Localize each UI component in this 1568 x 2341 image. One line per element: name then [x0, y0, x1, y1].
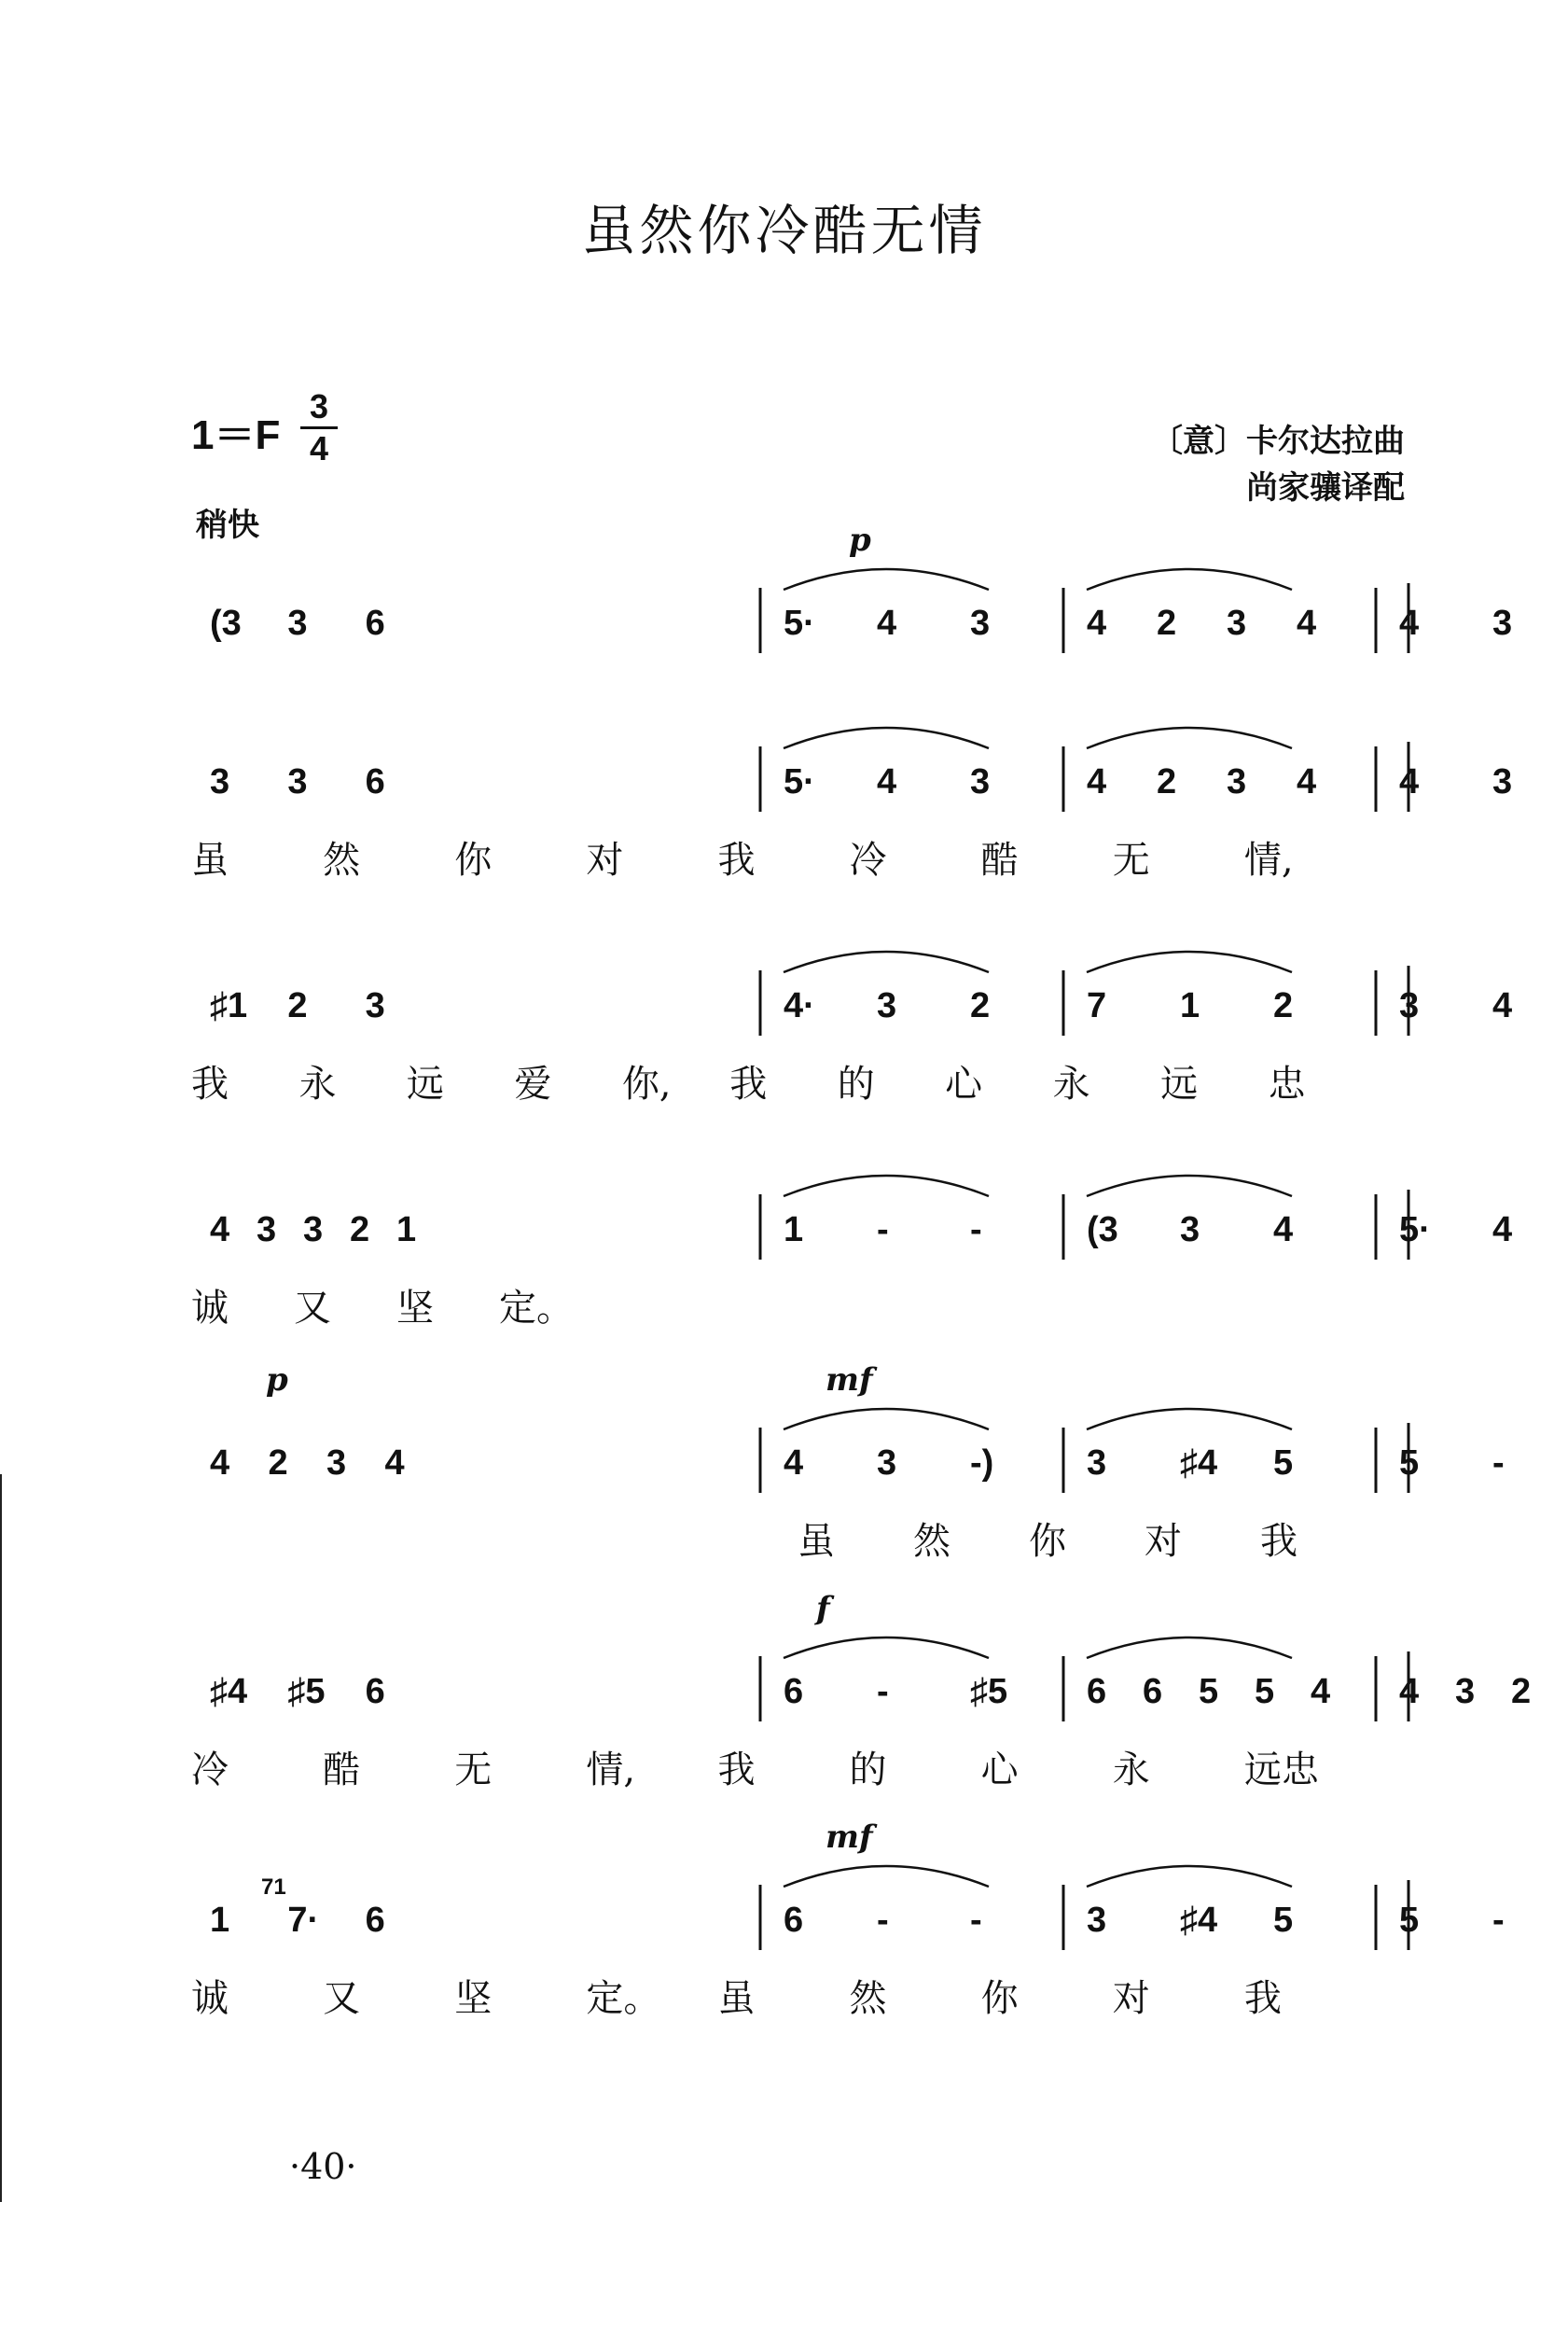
lyric-syllable: 你 — [1029, 1520, 1066, 1563]
slur — [784, 1409, 989, 1429]
note: 4 — [1399, 604, 1420, 643]
score-line — [182, 1818, 1505, 2025]
lyric-syllable: 虽 — [717, 1977, 756, 2020]
lyric-syllable: 情, — [586, 1749, 636, 1791]
note: 3 — [1399, 986, 1420, 1025]
note: ♯4 — [1180, 1443, 1218, 1483]
score-line-svg — [182, 1818, 1505, 2043]
note: 3 — [1492, 604, 1513, 643]
note: - — [970, 1901, 982, 1940]
page-number: ·40· — [289, 2146, 357, 2187]
note: 3 — [365, 986, 385, 1025]
time-signature-bottom: 4 — [309, 429, 329, 467]
lyric-syllable: 我 — [717, 839, 756, 882]
note: 4 — [1399, 762, 1420, 801]
note: ♯1 — [210, 986, 248, 1025]
lyric-syllable: 我 — [1260, 1520, 1297, 1563]
note: 2 — [287, 986, 308, 1025]
note: - — [1492, 1901, 1505, 1940]
note: 4 — [1087, 604, 1107, 643]
note: 4 — [877, 762, 897, 801]
note: 6 — [1087, 1672, 1107, 1711]
note: 1 — [1180, 986, 1200, 1025]
slur — [1087, 952, 1292, 972]
lyric-syllable: 的 — [849, 1749, 887, 1791]
note: 3 — [210, 762, 230, 801]
page-edge-line — [0, 1474, 2, 2202]
lyric-syllable: 我 — [1243, 1977, 1282, 2020]
lyric-syllable: 酷 — [980, 839, 1019, 882]
note: 3 — [1227, 604, 1247, 643]
note: -) — [970, 1443, 994, 1483]
note: 3 — [1087, 1901, 1107, 1940]
note: 6 — [784, 1672, 804, 1711]
score-line — [182, 1166, 1513, 1334]
lyric-syllable: 虽 — [191, 839, 229, 882]
note: 6 — [365, 1672, 385, 1711]
dynamic-marking: p — [849, 522, 871, 559]
note: 4 — [1311, 1672, 1331, 1711]
score-line — [182, 1590, 1532, 1796]
note: 4 — [384, 1443, 405, 1483]
note: - — [877, 1901, 889, 1940]
lyric-syllable: 冷 — [191, 1749, 229, 1791]
lyric-syllable: 诚 — [191, 1287, 229, 1330]
note: 1 — [210, 1901, 230, 1940]
score-line-svg — [182, 1361, 1505, 1586]
lyric-syllable: 我 — [717, 1749, 756, 1791]
slur — [784, 569, 989, 590]
lyric-syllable: 心 — [945, 1063, 983, 1106]
score-line-svg — [182, 942, 1513, 1129]
translator-credit: 尚家骧译配 — [1246, 469, 1405, 507]
lyric-syllable: 你 — [454, 839, 493, 882]
note: 6 — [784, 1901, 804, 1940]
lyric-syllable: 忠 — [1268, 1063, 1306, 1106]
note: 4 — [1273, 1210, 1294, 1249]
note: 5 — [1399, 1443, 1420, 1483]
note: 3 — [287, 604, 308, 643]
time-signature — [300, 387, 338, 468]
note: 2 — [350, 1210, 370, 1249]
note: 7 — [1087, 986, 1107, 1025]
slur — [1087, 1637, 1292, 1658]
lyric-syllable: 酷 — [323, 1749, 361, 1791]
lyric-syllable: 定。 — [499, 1287, 574, 1330]
note: 3 — [326, 1443, 347, 1483]
note: 3 — [1492, 762, 1513, 801]
note: 3 — [1455, 1672, 1476, 1711]
slur — [1087, 728, 1292, 748]
slur — [784, 1866, 989, 1887]
note: ♯4 — [210, 1672, 248, 1711]
note: 4· — [784, 986, 815, 1025]
score-line-svg — [182, 1590, 1532, 1815]
note: 6 — [365, 1901, 385, 1940]
note: (3 — [1087, 1210, 1118, 1249]
note: 5· — [784, 604, 815, 643]
dynamic-marking: f — [816, 1590, 830, 1627]
note: 2 — [970, 986, 991, 1025]
note: 6 — [1143, 1672, 1163, 1711]
lyric-syllable: 远 — [406, 1063, 444, 1106]
lyric-syllable: 然 — [323, 839, 361, 882]
tempo-marking: 稍快 — [196, 507, 259, 544]
note: 5 — [1199, 1672, 1219, 1711]
note: 6 — [365, 762, 385, 801]
slur — [784, 1176, 989, 1196]
lyric-syllable: 远 — [1160, 1063, 1199, 1106]
note: 2 — [268, 1443, 288, 1483]
dynamic-marking: mf — [826, 1361, 873, 1399]
note: 5 — [1273, 1443, 1294, 1483]
lyric-syllable: 坚 — [396, 1287, 434, 1330]
lyric-syllable: 心 — [980, 1749, 1019, 1791]
note: ♯5 — [287, 1672, 326, 1711]
slur — [1087, 1409, 1292, 1429]
note: 4 — [1087, 762, 1107, 801]
slur — [784, 1637, 989, 1658]
score-line — [182, 718, 1513, 886]
lyric-syllable: 然 — [849, 1977, 887, 2020]
score-line-svg — [182, 718, 1513, 905]
lyric-syllable: 永 — [298, 1063, 337, 1106]
slur — [1087, 569, 1292, 590]
note: 5· — [784, 762, 815, 801]
note: 3 — [1087, 1443, 1107, 1483]
note: ♯5 — [970, 1672, 1008, 1711]
score-line-svg — [182, 1166, 1513, 1353]
note: 3 — [257, 1210, 277, 1249]
note: - — [970, 1210, 982, 1249]
note: 4 — [1297, 762, 1317, 801]
note: 2 — [1157, 762, 1177, 801]
note: 4 — [1399, 1672, 1420, 1711]
lyric-syllable: 对 — [1112, 1977, 1150, 2020]
note: 3 — [287, 762, 308, 801]
lyric-syllable: 诚 — [191, 1977, 229, 2020]
lyric-syllable: 坚 — [454, 1977, 493, 2020]
lyric-syllable: 我 — [191, 1063, 229, 1106]
note: 4 — [1297, 604, 1317, 643]
key-signature: 1＝F — [191, 412, 281, 458]
note: 3 — [970, 762, 991, 801]
note: 2 — [1273, 986, 1294, 1025]
note: 6 — [365, 604, 385, 643]
note: 4 — [877, 604, 897, 643]
note: 4 — [784, 1443, 804, 1483]
lyric-syllable: 冷 — [849, 839, 887, 882]
note: 1 — [396, 1210, 417, 1249]
lyric-syllable: 情, — [1243, 839, 1294, 882]
lyric-syllable: 无 — [454, 1749, 493, 1791]
note: - — [1492, 1443, 1505, 1483]
note: 1 — [784, 1210, 804, 1249]
dynamic-marking: p — [266, 1361, 288, 1399]
note: 4 — [1492, 986, 1513, 1025]
note: 5 — [1255, 1672, 1275, 1711]
lyric-syllable: 定。 — [586, 1977, 661, 2020]
lyric-syllable: 永 — [1052, 1063, 1090, 1106]
note: 4 — [1492, 1210, 1513, 1249]
note: 3 — [1227, 762, 1247, 801]
note: 3 — [970, 604, 991, 643]
slur — [784, 728, 989, 748]
lyric-syllable: 远忠 — [1243, 1749, 1319, 1791]
lyric-syllable: 你, — [621, 1063, 672, 1106]
note: 7· — [287, 1901, 320, 1940]
slur — [1087, 1176, 1292, 1196]
note: 3 — [877, 1443, 897, 1483]
page-title: 虽然你冷酷无情 — [581, 199, 987, 262]
note: 4 — [210, 1210, 230, 1249]
note: 2 — [1511, 1672, 1532, 1711]
lyric-syllable: 虽 — [798, 1520, 835, 1563]
note: 3 — [877, 986, 897, 1025]
note: 5 — [1399, 1901, 1420, 1940]
composer-credit: 〔意〕卡尔达拉曲 — [1151, 423, 1405, 460]
score-line — [182, 942, 1513, 1110]
note: 5 — [1273, 1901, 1294, 1940]
lyric-syllable: 无 — [1112, 839, 1150, 882]
dynamic-marking: mf — [826, 1818, 873, 1856]
note: (3 — [210, 604, 242, 643]
lyric-syllable: 然 — [913, 1520, 951, 1563]
note: - — [877, 1672, 889, 1711]
lyric-syllable: 又 — [294, 1287, 331, 1330]
lyric-syllable: 对 — [586, 839, 624, 882]
lyric-syllable: 我 — [729, 1063, 768, 1106]
slur — [1087, 1866, 1292, 1887]
note: 2 — [1157, 604, 1177, 643]
lyric-syllable: 又 — [323, 1977, 361, 2020]
note: - — [877, 1210, 889, 1249]
note: 3 — [1180, 1210, 1200, 1249]
lyric-syllable: 你 — [980, 1977, 1019, 2020]
lyric-syllable: 爱 — [514, 1063, 552, 1106]
note: 3 — [303, 1210, 324, 1249]
slur — [784, 952, 989, 972]
lyric-syllable: 永 — [1112, 1749, 1150, 1791]
lyric-syllable: 的 — [837, 1063, 875, 1106]
score-line — [182, 1361, 1505, 1568]
grace-note: 71 — [261, 1874, 286, 1900]
time-signature-top: 3 — [300, 387, 338, 429]
note: 4 — [210, 1443, 230, 1483]
note: 5· — [1399, 1210, 1431, 1249]
lyric-syllable: 对 — [1145, 1520, 1182, 1563]
note: ♯4 — [1180, 1901, 1218, 1940]
